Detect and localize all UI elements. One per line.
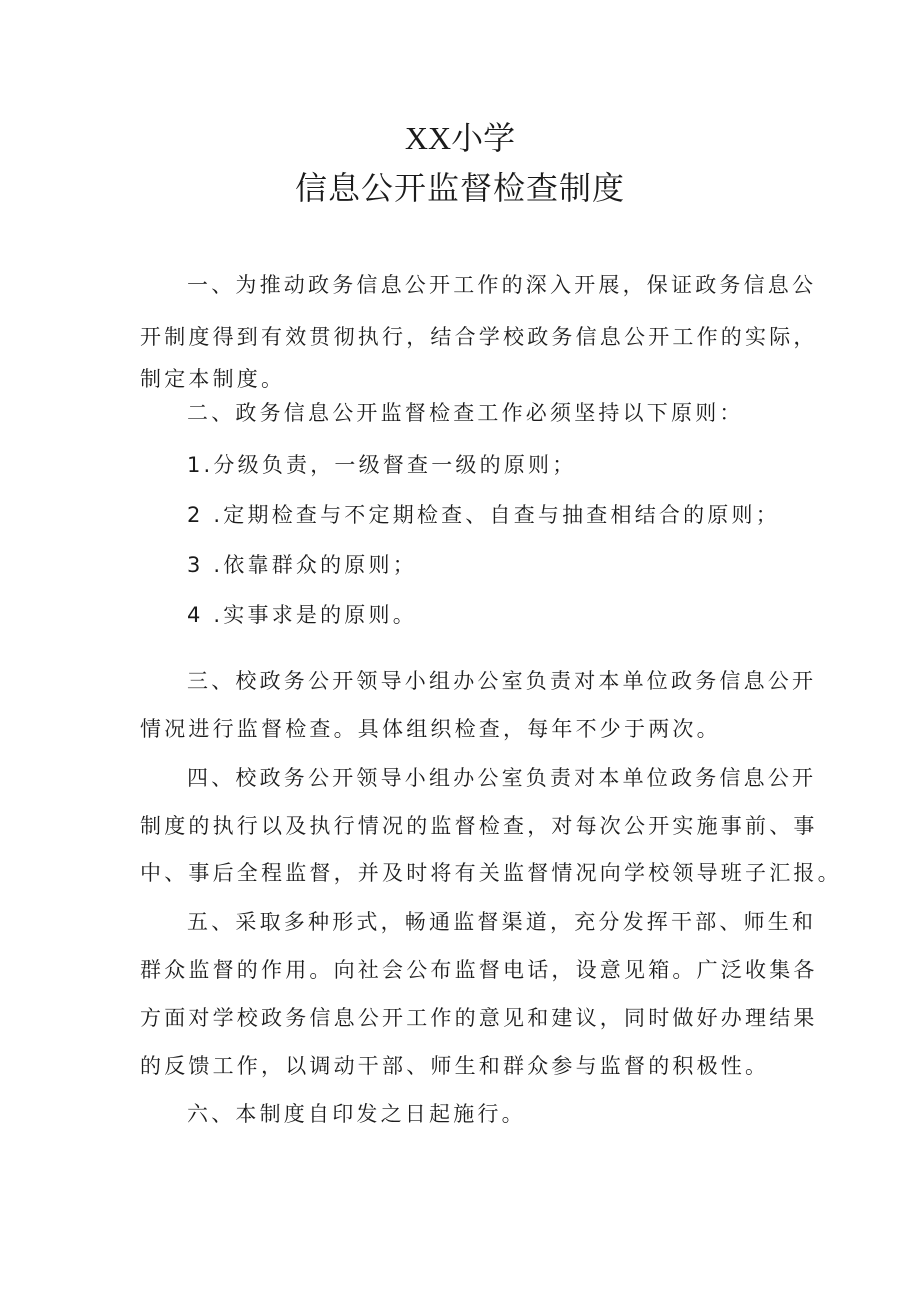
principle-3: 3 .依靠群众的原则；: [187, 553, 417, 577]
paragraph-2-line-1: 二、政务信息公开监督检查工作必须坚持以下原则：: [187, 401, 744, 425]
paragraph-5-line-2: 群众监督的作用。向社会公布监督电话，设意见箱。广泛收集各: [140, 958, 818, 982]
paragraph-3-line-2: 情况进行监督检查。具体组织检查，每年不少于两次。: [140, 717, 721, 741]
paragraph-4-line-1: 四、校政务公开领导小组办公室负责对本单位政务信息公开: [187, 766, 817, 790]
paragraph-5-line-4: 的反馈工作，以调动干部、师生和群众参与监督的积极性。: [140, 1054, 770, 1078]
principle-2: 2 .定期检查与不定期检查、自查与抽查相结合的原则；: [187, 503, 780, 527]
paragraph-3-line-1: 三、校政务公开领导小组办公室负责对本单位政务信息公开: [187, 669, 817, 693]
paragraph-1-line-1: 一、为推动政务信息公开工作的深入开展，保证政务信息公: [187, 273, 817, 297]
document-title-school: XX小学: [404, 120, 516, 156]
paragraph-5-line-3: 方面对学校政务信息公开工作的意见和建议，同时做好办理结果: [140, 1006, 818, 1030]
document-title: 信息公开监督检查制度: [294, 169, 625, 207]
paragraph-1-line-3: 制定本制度。: [140, 367, 286, 391]
paragraph-1-line-2: 开制度得到有效贯彻执行，结合学校政务信息公开工作的实际，: [140, 325, 818, 349]
principle-1: 1.分级负责，一级督查一级的原则；: [187, 453, 577, 477]
paragraph-4-line-2: 制度的执行以及执行情况的监督检查，对每次公开实施事前、事: [140, 814, 818, 838]
paragraph-6-line-1: 六、本制度自印发之日起施行。: [187, 1102, 526, 1126]
paragraph-4-line-3: 中、事后全程监督，并及时将有关监督情况向学校领导班子汇报。: [140, 861, 842, 885]
principle-4: 4 .实事求是的原则。: [187, 603, 417, 627]
paragraph-5-line-1: 五、采取多种形式，畅通监督渠道，充分发挥干部、师生和: [187, 910, 817, 934]
